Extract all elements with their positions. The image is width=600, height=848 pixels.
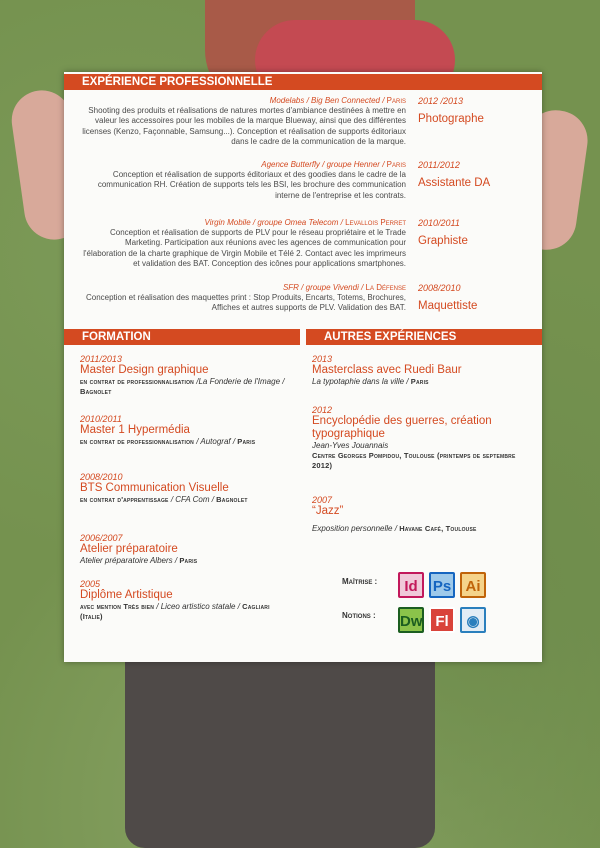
formation-details	[80, 437, 290, 447]
formation-entry	[80, 472, 290, 505]
autres-title: Encyclopédie des guerres, création typographique	[312, 415, 492, 440]
formation-years: 2006/2007	[80, 533, 123, 543]
autres-place: Havane Café, Toulouse	[399, 524, 477, 533]
formation-contract: en contrat d'apprentissage	[80, 495, 169, 504]
formation-school: Atelier préparatoire Albers /	[80, 556, 178, 565]
indesign-icon: Id	[398, 572, 424, 598]
maitrise-label: Maîtrise :	[342, 577, 378, 586]
experience-description: Conception et réalisation des maquettes print : Stop Produits, Encarts, Totems, Brochures, Affiches et autres supports de PLV. Validation des BAT.	[85, 293, 406, 313]
experience-entry	[80, 218, 406, 269]
notions-label: Notions :	[342, 611, 376, 620]
formation-place: Paris	[179, 556, 198, 565]
formation-degree: Master 1 Hypermédia	[80, 424, 190, 436]
experience-description: Shooting des produits et réalisations de natures mortes d'ambiance destinées à mettre en valeur les accessoires pour les mobiles de la marque Blueway, ainsi que des différentes licenses (Kenzo, Façonnable, Samsung...). Conception et réalisation de supports éditoriaux dans le cadre de la communication de la marque.	[82, 106, 406, 146]
photoshop-icon: Ps	[429, 572, 455, 598]
experience-role: Maquettiste	[418, 300, 478, 312]
company-name: Virgin Mobile / groupe Omea Telecom /	[204, 218, 343, 227]
formation-details	[80, 556, 290, 566]
autres-years: 2013	[312, 354, 333, 364]
formation-entry	[80, 533, 290, 566]
formation-place: Bagnolet	[80, 387, 112, 396]
formation-place: Bagnolet	[216, 495, 248, 504]
company-place: Paris	[386, 160, 406, 169]
experience-years: 2011/2012	[418, 160, 460, 170]
web-icon: ◉	[460, 607, 486, 633]
formation-school: / Autograf /	[196, 437, 236, 446]
experience-entry	[80, 283, 406, 314]
autres-details	[312, 524, 524, 534]
formation-place: Cagliari (Italie)	[80, 602, 270, 621]
company-place: La Défense	[365, 283, 406, 292]
formation-degree: BTS Communication Visuelle	[80, 482, 229, 494]
autres-sub: La typotaphie dans la ville /	[312, 377, 409, 386]
section-header-autres: AUTRES EXPÉRIENCES	[306, 329, 542, 345]
formation-entry	[80, 579, 290, 622]
dreamweaver-icon: Dw	[398, 607, 424, 633]
autres-title: “Jazz”	[312, 505, 344, 517]
formation-years: 2010/2011	[80, 414, 122, 424]
formation-years: 2011/2013	[80, 354, 122, 364]
autres-details	[312, 377, 524, 387]
experience-role: Photographe	[418, 113, 484, 125]
formation-school: / CFA Com /	[170, 495, 214, 504]
company-name: SFR / groupe Vivendi /	[282, 283, 364, 292]
experience-entry	[80, 160, 406, 201]
company-place: Levallois Perret	[345, 218, 406, 227]
flash-icon: Fl	[429, 607, 455, 633]
experience-entry	[80, 96, 406, 147]
formation-school: /La Fonderie de l'Image /	[196, 377, 285, 386]
company-name: Agence Butterfly / groupe Henner /	[261, 160, 385, 169]
autres-entry	[312, 405, 524, 471]
autres-entry	[312, 354, 524, 387]
experience-years: 2012 /2013	[418, 96, 464, 106]
experience-years: 2010/2011	[418, 218, 460, 228]
autres-entry	[312, 495, 524, 534]
formation-entry	[80, 414, 290, 447]
experience-role: Graphiste	[418, 235, 468, 247]
autres-years: 2012	[312, 405, 333, 415]
formation-entry	[80, 354, 290, 397]
autres-place: Centre Georges Pompidou, Toulouse (printemps de septembre 2012)	[312, 451, 516, 470]
formation-contract: avec mention Très bien	[80, 602, 155, 611]
formation-school: / Liceo artistico statale /	[156, 602, 240, 611]
experience-description: Conception et réalisation de supports de PLV pour le réseau propriétaire et le Trade Marketing. Participation aux réunions avec les agences de communication pour l'élaboration de la charte graphique de Virgin Mobile et Télé 2. Contact avec les imprimeurs et validation des BAT. Conception des icônes pour applications smartphones.	[83, 228, 406, 268]
autres-details	[312, 441, 524, 471]
autres-years: 2007	[312, 495, 333, 505]
person-skirt	[125, 660, 435, 848]
autres-place: Paris	[410, 377, 429, 386]
autres-sub: Exposition personnelle /	[312, 524, 397, 533]
formation-degree: Atelier préparatoire	[80, 543, 178, 555]
experience-company	[80, 218, 406, 228]
experience-years: 2008/2010	[418, 283, 461, 293]
formation-contract: en contrat de professionnalisation	[80, 377, 194, 386]
experience-company	[80, 160, 406, 170]
experience-company	[80, 283, 406, 293]
experience-company	[80, 96, 406, 106]
experience-description: Conception et réalisation de supports éditoriaux et des goodies dans le cadre de la communication RH. Création de supports tels les BSI, les brochure des communication interne de l'entreprise et les contrats.	[97, 170, 406, 200]
formation-degree: Master Design graphique	[80, 364, 209, 376]
formation-years: 2005	[80, 579, 101, 589]
formation-details	[80, 377, 290, 397]
formation-degree: Diplôme Artistique	[80, 589, 173, 601]
autres-sub: Jean-Yves Jouannais	[312, 441, 389, 450]
formation-details	[80, 602, 290, 622]
formation-contract: en contrat de professionnalisation	[80, 437, 194, 446]
formation-years: 2008/2010	[80, 472, 123, 482]
formation-details	[80, 495, 290, 505]
company-place: Paris	[386, 96, 406, 105]
section-header-formation: FORMATION	[64, 329, 300, 345]
illustrator-icon: Ai	[460, 572, 486, 598]
autres-title: Masterclass avec Ruedi Baur	[312, 364, 462, 376]
company-name: Modelabs / Big Ben Connected /	[269, 96, 385, 105]
formation-place: Paris	[237, 437, 256, 446]
section-header-experience: EXPÉRIENCE PROFESSIONNELLE	[64, 74, 542, 90]
experience-role: Assistante DA	[418, 177, 491, 189]
